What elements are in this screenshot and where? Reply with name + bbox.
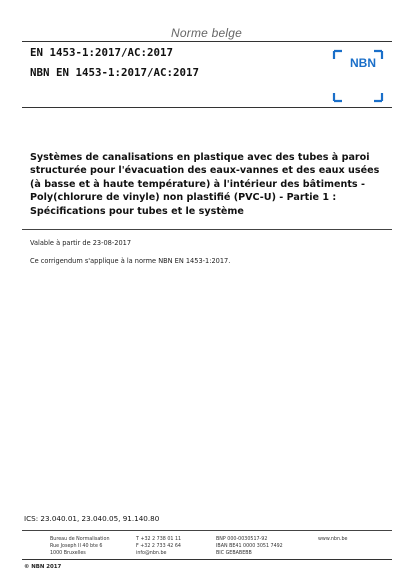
copyright: © NBN 2017 [24,564,62,570]
footer-line: Bureau de Normalisation [50,537,110,542]
title-line: structurée pour l'évacuation des eaux-vannes et des eaux usées [30,165,380,177]
footer-divider [22,530,392,531]
footer-bank [216,536,283,557]
title-line: Poly(chlorure de vinyle) non plastifié (PVC-U) - Partie 1 : [30,192,337,204]
footer-website[interactable] [318,536,348,543]
logo-corner-top-left [334,51,342,59]
title-line: (à basse et à haute température) à l'intérieur des bâtiments - [30,178,365,190]
corrigendum-note: Ce corrigendum s'applique à la norme NBN EN 1453-1:2017. [30,257,231,265]
logo-corner-bottom-right [374,93,382,101]
footer-line: BNP 000-0030517-92 [216,537,268,542]
header-divider [22,107,392,108]
nbn-logo [332,49,384,103]
logo-corner-bottom-left [334,93,342,101]
footer-line: IBAN BE41 0000 3051 7492 [216,544,283,549]
header-title: Norme belge [171,26,242,40]
footer-line: 1000 Bruxelles [50,551,86,556]
footer-line: info@nbn.be [136,551,167,556]
bottom-divider [22,559,392,560]
document-title [30,151,380,218]
footer-line: T +32 2 738 01 11 [136,537,182,542]
top-divider [22,41,392,42]
validity-date: Valable à partir de 23-08-2017 [30,239,132,247]
footer-address [50,536,110,557]
footer-line: BIC GEBABEBB [216,551,252,556]
reference-line-1: EN 1453-1:2017/AC:2017 [30,46,174,59]
footer-contact [136,536,181,557]
ics-codes: ICS: 23.040.01, 23.040.05, 91.140.80 [24,514,160,523]
footer-line: Rue Joseph II 40 bte 6 [50,544,103,549]
logo-text: NBN [350,56,376,70]
footer-line: F +32 2 733 42 64 [136,544,181,549]
title-line: Spécifications pour tubes et le système [30,205,244,217]
reference-line-2: NBN EN 1453-1:2017/AC:2017 [30,66,200,79]
title-divider [22,229,392,230]
website-link[interactable]: www.nbn.be [318,537,348,542]
title-line: Systèmes de canalisations en plastique avec des tubes à paroi [30,152,370,163]
